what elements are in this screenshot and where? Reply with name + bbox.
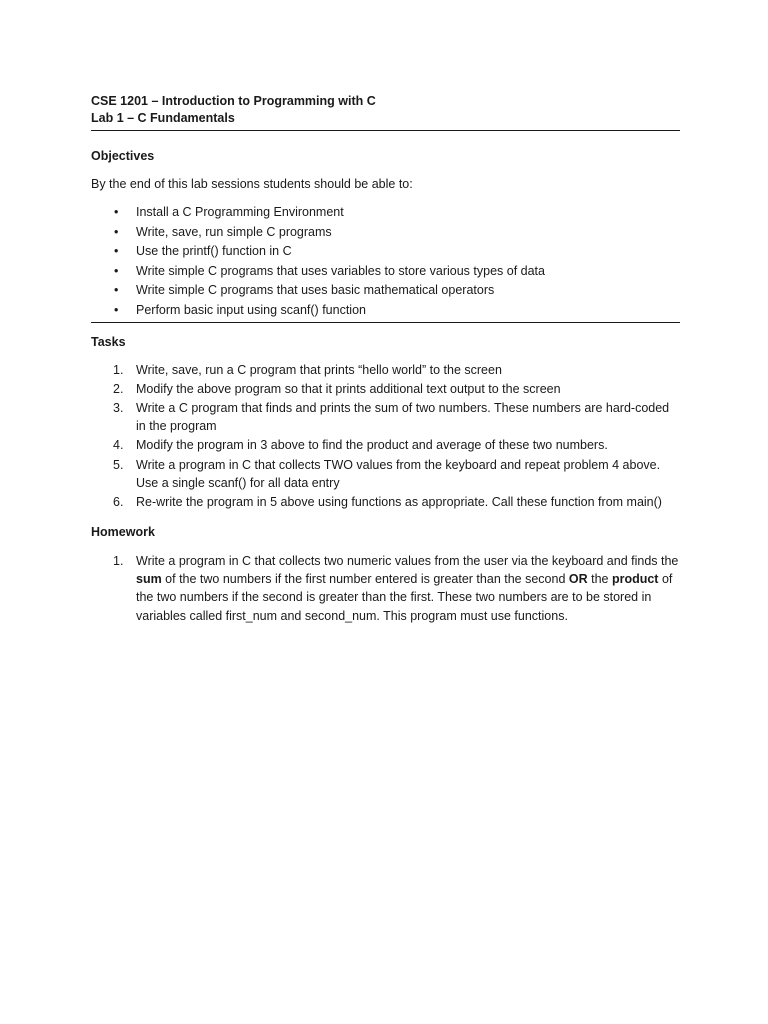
list-item-number: 1.: [113, 362, 124, 377]
homework-text-part: Write a program in C that collects two numeric values from the user via the keyboard and finds the: [136, 553, 679, 568]
list-item-number: 3.: [113, 401, 124, 416]
list-item-text: Write simple C programs that uses variables to store various types of data: [136, 263, 545, 278]
homework-text-part: of the two numbers if the second is greater than the first. These two numbers are to be stored in variables called first_num and second_num. This program must use functions.: [136, 571, 673, 623]
list-item-text: Re-write the program in 5 above using functions as appropriate. Call these function from main(): [136, 494, 662, 509]
list-item-text: Modify the above program so that it prints additional text output to the screen: [136, 381, 561, 396]
list-item-text: Perform basic input using scanf() function: [136, 302, 366, 317]
list-item: [91, 457, 680, 492]
list-item: [91, 262, 680, 282]
bullet-icon: •: [114, 263, 119, 278]
homework-text-part: the: [587, 571, 612, 586]
bullet-icon: •: [114, 302, 119, 317]
objectives-list: [91, 203, 680, 321]
list-item: [91, 223, 680, 243]
homework-keyword-sum: sum: [136, 571, 162, 586]
objectives-divider: [91, 322, 680, 323]
list-item: [91, 381, 680, 399]
list-item-text: Write a program in C that collects TWO values from the keyboard and repeat problem 4 above. Use a single scanf() for all data entry: [136, 457, 661, 490]
bullet-icon: •: [114, 205, 119, 219]
tasks-list: [91, 362, 680, 512]
bullet-icon: •: [114, 283, 119, 298]
homework-keyword-product: product: [611, 571, 659, 586]
list-item-number: 6.: [113, 494, 124, 509]
bullet-icon: •: [114, 224, 119, 239]
list-item-text: Write, save, run simple C programs: [136, 224, 332, 239]
list-item-text: Write, save, run a C program that prints “hello world” to the screen: [136, 362, 502, 377]
list-item: [91, 203, 680, 223]
homework-list: [91, 552, 680, 625]
list-item-number: 2.: [113, 381, 124, 396]
document-content: [91, 93, 680, 627]
tasks-heading: Tasks: [91, 334, 126, 349]
list-item-number: 4.: [113, 438, 124, 453]
homework-text-part: of the two numbers if the first number entered is greater than the second: [161, 571, 569, 586]
objectives-heading: Objectives: [91, 149, 155, 163]
list-item-number: 5.: [113, 457, 124, 472]
list-item: [91, 400, 680, 435]
bullet-icon: •: [114, 244, 119, 259]
list-item-text: Write a C program that finds and prints the sum of two numbers. These numbers are hard-coded in the program: [136, 401, 670, 434]
homework-heading: Homework: [91, 524, 155, 539]
list-item: [91, 301, 680, 321]
header-divider: [91, 130, 680, 131]
list-item-text: Install a C Programming Environment: [136, 205, 344, 219]
list-item: [91, 242, 680, 262]
list-item: [91, 437, 680, 455]
list-item: [91, 494, 680, 512]
list-item-number: 1.: [113, 553, 124, 568]
course-title: CSE 1201 – Introduction to Programming with C: [91, 94, 376, 108]
homework-keyword-or: OR: [568, 571, 588, 586]
list-item-text: Use the printf() function in C: [136, 244, 292, 259]
list-item: [91, 362, 680, 380]
objectives-intro: By the end of this lab sessions students should be able to:: [91, 177, 413, 191]
list-item: [91, 281, 680, 301]
list-item-text: Write simple C programs that uses basic mathematical operators: [136, 283, 495, 298]
list-item-text: Modify the program in 3 above to find the product and average of these two numbers.: [136, 438, 608, 453]
homework-text: [136, 554, 678, 623]
list-item: [91, 552, 680, 625]
lab-title: Lab 1 – C Fundamentals: [91, 111, 235, 125]
